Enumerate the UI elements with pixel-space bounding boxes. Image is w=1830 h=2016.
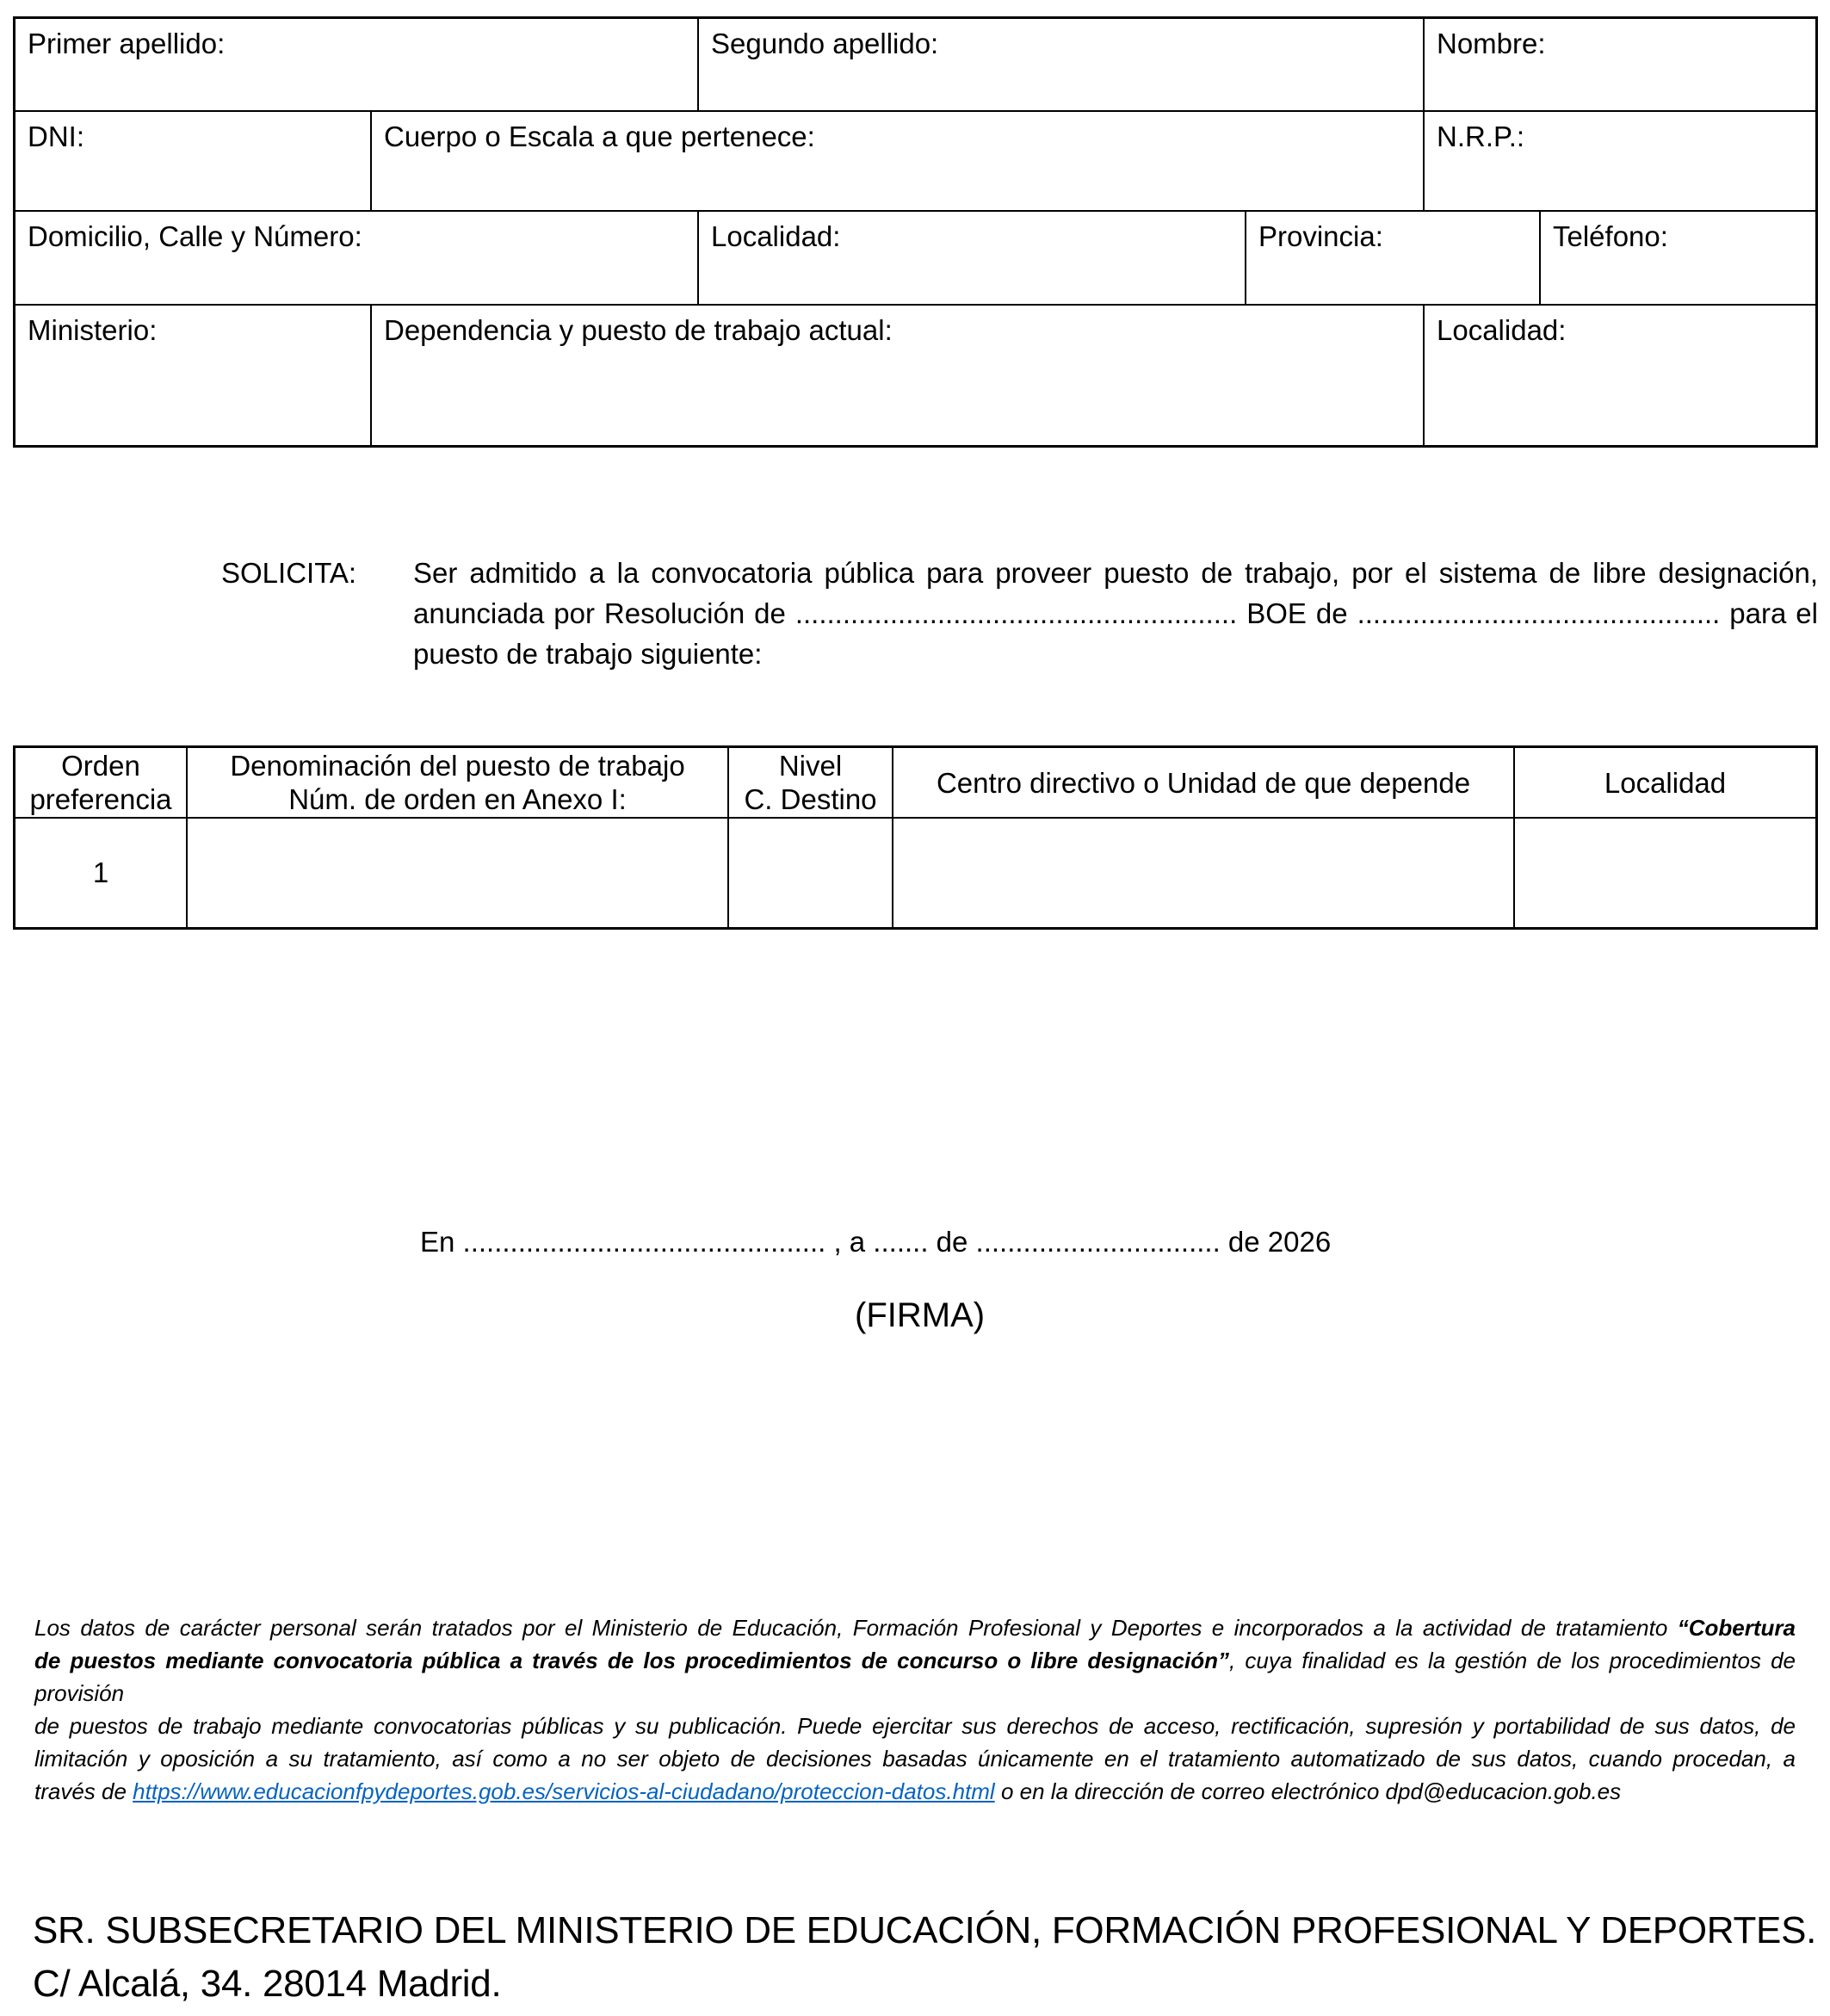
header-orden-line1: Orden [61,750,140,782]
field-cuerpo-escala [372,112,1425,210]
label-dni: DNI: [28,121,84,152]
header-nivel-line1: Nivel [778,750,843,782]
field-nombre [1425,19,1815,110]
privacy-l1-text: Los datos de carácter personal serán tratados por el Ministerio de Educación, Formación Profesional y Deportes e incorporados a la actividad de tratamiento [34,1615,1678,1641]
personal-table-row-4 [15,304,1815,445]
addressee-block [33,1904,1816,2011]
header-centro-directivo [893,748,1515,817]
orden-preferencia-value: 1 [92,856,109,888]
puestos-table-header [15,748,1815,819]
privacy-l2-bold: de puestos mediante convocatoria pública a través de los procedimientos de concurso o libre designación” [34,1648,1230,1673]
field-dependencia [372,306,1425,445]
label-localidad-domicilio: Localidad: [711,220,841,252]
label-ministerio: Ministerio: [28,314,158,346]
privacy-line-3: de puestos de trabajo mediante convocatorias públicas y su publicación. Puede ejercitar sus derechos de acceso, rectificación, supresión y portabilidad de sus datos, de [34,1713,1796,1739]
label-nrp: N.R.P.: [1437,121,1525,152]
privacy-l2-text: , cuya finalidad es la gestión de los procedimientos de provisión [34,1648,1796,1706]
solicita-line-2: anunciada por Resolución de ........................................................ BOE de .............................................. para el [413,597,1818,629]
solicita-line-3: puesto de trabajo siguiente: [413,638,763,670]
field-localidad-domicilio [699,212,1246,304]
date-place-line: En .............................................. , a ....... de ............................... de 2026 [420,1226,1332,1258]
puestos-table-row-1 [15,819,1815,927]
proteccion-datos-link[interactable]: https://www.educacionfpydeportes.gob.es/servicios-al-ciudadano/proteccion-datos.html [133,1778,995,1804]
addressee-line-2: C/ Alcalá, 34. 28014 Madrid. [33,1963,502,2005]
header-localidad-line1: Localidad [1604,766,1727,799]
privacy-line-5 [34,1775,1796,1808]
header-orden-preferencia [15,748,188,817]
label-localidad-trabajo: Localidad: [1437,314,1567,346]
privacy-line-2 [34,1644,1796,1710]
privacy-notice [34,1611,1796,1808]
header-denominacion-line1: Denominación del puesto de trabajo [230,750,685,782]
field-segundo-apellido [699,19,1425,110]
label-segundo-apellido: Segundo apellido: [711,28,939,59]
cell-orden-preferencia [15,819,188,927]
cell-nivel-destino [729,819,893,927]
header-nivel-line2: C. Destino [744,783,877,815]
cell-localidad [1515,819,1815,927]
label-domicilio: Domicilio, Calle y Número: [28,220,362,252]
label-cuerpo-escala: Cuerpo o Escala a que pertenece: [384,121,815,152]
firma-label: (FIRMA) [855,1296,986,1334]
header-orden-line2: preferencia [29,783,172,815]
field-primer-apellido [15,19,699,110]
header-centro-line1: Centro directivo o Unidad de que depende [936,766,1471,799]
personal-table-row-2 [15,110,1815,210]
header-denominacion-line2: Núm. de orden en Anexo I: [288,783,627,815]
field-localidad-trabajo [1425,306,1815,445]
label-telefono: Teléfono: [1553,220,1668,252]
solicita-line-1: Ser admitido a la convocatoria pública para proveer puesto de trabajo, por el sistema de libre designación, [413,557,1818,589]
field-provincia [1246,212,1541,304]
personal-data-table [13,16,1818,448]
header-denominacion [188,748,729,817]
cell-centro-directivo [893,819,1515,927]
privacy-line-4: limitación y oposición a su tratamiento, así como a no ser objeto de decisiones basadas únicamente en el tratamiento automatizado de sus datos, cuando procedan, a [34,1746,1796,1772]
field-dni [15,112,372,210]
label-provincia: Provincia: [1258,220,1383,252]
addressee-line-1: SR. SUBSECRETARIO DEL MINISTERIO DE EDUCACIÓN, FORMACIÓN PROFESIONAL Y DEPORTES. [33,1909,1817,1951]
label-primer-apellido: Primer apellido: [28,28,226,59]
field-domicilio [15,212,699,304]
field-telefono [1541,212,1815,304]
field-nrp [1425,112,1815,210]
header-localidad [1515,748,1815,817]
privacy-l5-text2: o en la dirección de correo electrónico dpd@educacion.gob.es [994,1778,1622,1804]
privacy-line-1 [34,1611,1796,1644]
solicita-paragraph [413,553,1818,674]
privacy-l1-bold: “Cobertura [1677,1615,1796,1641]
header-nivel-destino [729,748,893,817]
label-dependencia: Dependencia y puesto de trabajo actual: [384,314,893,346]
label-nombre: Nombre: [1437,28,1546,59]
personal-table-row-3 [15,210,1815,304]
field-ministerio [15,306,372,445]
puestos-table [13,745,1818,930]
privacy-l5-text1: través de [34,1778,133,1804]
solicita-label: SOLICITA: [221,557,357,589]
personal-table-row-1 [15,19,1815,110]
cell-denominacion [188,819,729,927]
